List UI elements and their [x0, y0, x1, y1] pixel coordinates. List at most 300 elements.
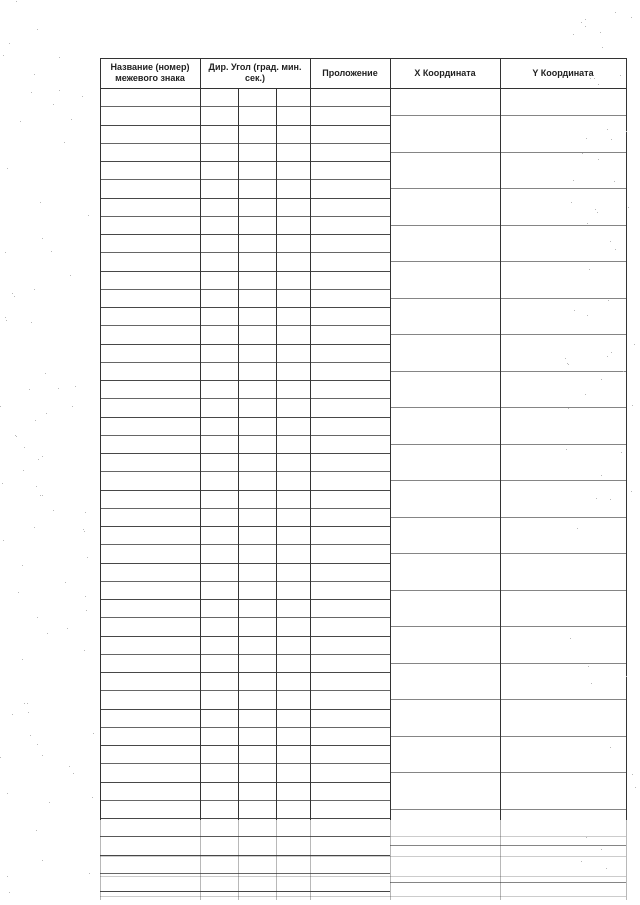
coord-row-divider — [390, 663, 626, 664]
scan-speck — [72, 406, 73, 407]
scan-speck — [16, 436, 17, 437]
x-coordinate — [390, 645, 500, 663]
scan-speck — [568, 408, 569, 409]
scan-speck — [631, 491, 632, 492]
scan-speck — [623, 371, 624, 372]
x-coordinate — [390, 207, 500, 225]
scan-speck — [69, 766, 70, 767]
marker-name — [100, 526, 200, 544]
y-coordinate — [500, 243, 626, 261]
scan-speck — [65, 582, 66, 583]
y-coordinate — [500, 134, 626, 152]
x-coordinate — [390, 681, 500, 699]
scan-speck — [606, 868, 607, 869]
scan-speck — [7, 876, 8, 877]
y-coordinate — [500, 170, 626, 188]
scan-speck — [596, 498, 597, 499]
x-coordinate — [390, 864, 500, 882]
angle-minutes — [238, 800, 276, 818]
scan-speck — [608, 300, 609, 301]
marker-name — [100, 161, 200, 179]
faint-marker-name — [100, 822, 200, 836]
scan-speck — [614, 181, 615, 182]
scan-speck — [0, 406, 1, 407]
marker-name — [100, 709, 200, 727]
scan-speck — [23, 470, 24, 471]
coord-row-divider — [390, 444, 626, 445]
marker-name — [100, 125, 200, 143]
scan-speck — [85, 512, 86, 513]
angle-seconds — [276, 654, 310, 672]
scan-speck — [53, 104, 54, 105]
segment-length — [310, 727, 390, 745]
marker-name — [100, 344, 200, 362]
marker-name — [100, 563, 200, 581]
header-marker-name: Название (номер) межевого знака — [110, 62, 190, 83]
scan-speck — [566, 449, 567, 450]
angle-degrees — [200, 508, 238, 526]
x-coordinate — [390, 499, 500, 517]
angle-minutes — [238, 435, 276, 453]
angle-degrees — [200, 179, 238, 197]
x-coordinate — [390, 572, 500, 590]
marker-name — [100, 88, 200, 106]
marker-name — [100, 234, 200, 252]
scan-speck — [607, 356, 608, 357]
scan-speck — [7, 168, 8, 169]
scan-speck — [571, 202, 572, 203]
scan-speck — [12, 293, 13, 294]
y-coordinate — [500, 207, 626, 225]
scan-speck — [42, 860, 43, 861]
angle-minutes — [238, 763, 276, 781]
segment-length — [310, 362, 390, 380]
faint-row-divider — [100, 896, 626, 897]
angle-minutes — [238, 216, 276, 234]
angle-seconds — [276, 143, 310, 161]
angle-degrees — [200, 581, 238, 599]
scan-speck — [18, 592, 19, 593]
scan-speck — [84, 531, 85, 532]
angle-minutes — [238, 654, 276, 672]
scan-speck — [34, 527, 35, 528]
scan-speck — [581, 861, 582, 862]
table-top-border — [100, 58, 626, 59]
scan-speck — [46, 413, 47, 414]
segment-length — [310, 143, 390, 161]
scan-speck — [75, 386, 76, 387]
angle-minutes — [238, 617, 276, 635]
scan-speck — [628, 207, 629, 208]
scan-speck — [598, 84, 599, 85]
marker-name — [100, 198, 200, 216]
x-coordinate — [390, 718, 500, 736]
scan-speck — [0, 757, 1, 758]
scan-speck — [42, 755, 43, 756]
scan-speck — [581, 22, 582, 23]
angle-seconds — [276, 398, 310, 416]
angle-minutes — [238, 544, 276, 562]
scan-speck — [620, 75, 621, 76]
scan-speck — [83, 529, 84, 530]
scan-speck — [28, 712, 29, 713]
scan-speck — [588, 666, 589, 667]
angle-seconds — [276, 471, 310, 489]
scan-speck — [87, 557, 88, 558]
x-coordinate — [390, 462, 500, 480]
x-coordinate — [390, 389, 500, 407]
scan-speck — [3, 540, 4, 541]
coord-row-divider — [390, 298, 626, 299]
scan-speck — [632, 405, 633, 406]
segment-length — [310, 289, 390, 307]
angle-degrees — [200, 471, 238, 489]
header-length: Проложение — [322, 67, 378, 78]
scan-speck — [15, 435, 16, 436]
angle-degrees — [200, 763, 238, 781]
scan-speck — [587, 223, 588, 224]
scan-speck — [86, 610, 87, 611]
segment-length — [310, 106, 390, 124]
marker-name — [100, 490, 200, 508]
coord-row-divider — [390, 845, 626, 846]
scan-speck — [5, 252, 6, 253]
angle-minutes — [238, 362, 276, 380]
scan-speck — [597, 212, 598, 213]
segment-length — [310, 544, 390, 562]
segment-length — [310, 435, 390, 453]
scan-speck — [42, 456, 43, 457]
angle-degrees — [200, 435, 238, 453]
header-x-coordinate: X Координата — [414, 67, 476, 78]
angle-seconds — [276, 617, 310, 635]
scan-speck — [594, 78, 595, 79]
scan-speck — [585, 26, 586, 27]
coord-row-divider — [390, 809, 626, 810]
scan-speck — [45, 373, 46, 374]
coord-row-divider — [390, 517, 626, 518]
coord-row-divider — [390, 736, 626, 737]
scan-speck — [607, 129, 608, 130]
segment-length — [310, 617, 390, 635]
scan-speck — [610, 747, 611, 748]
angle-seconds — [276, 763, 310, 781]
segment-length — [310, 508, 390, 526]
scan-speck — [36, 486, 37, 487]
angle-degrees — [200, 252, 238, 270]
x-coordinate — [390, 791, 500, 809]
segment-length — [310, 325, 390, 343]
scan-speck — [27, 703, 28, 704]
scan-speck — [85, 596, 86, 597]
angle-seconds — [276, 581, 310, 599]
angle-seconds — [276, 435, 310, 453]
faint-row-divider — [100, 856, 626, 857]
scan-speck — [6, 320, 7, 321]
scan-speck — [29, 389, 30, 390]
scan-speck — [71, 119, 72, 120]
coord-row-divider — [390, 188, 626, 189]
scan-speck — [93, 733, 94, 734]
scan-speck — [634, 344, 635, 345]
angle-degrees — [200, 836, 238, 854]
x-coordinate — [390, 97, 500, 115]
scan-speck — [31, 322, 32, 323]
column-divider-5 — [626, 58, 627, 820]
scan-speck — [16, 1, 17, 2]
x-coordinate — [390, 353, 500, 371]
y-coordinate — [500, 426, 626, 444]
x-coordinate — [390, 754, 500, 772]
scan-speck — [37, 744, 38, 745]
scan-speck — [590, 78, 591, 79]
faint-column-divider — [310, 820, 311, 900]
scan-speck — [53, 510, 54, 511]
scan-speck — [5, 317, 6, 318]
scan-speck — [611, 352, 612, 353]
coord-row-divider — [390, 480, 626, 481]
angle-minutes — [238, 581, 276, 599]
angle-minutes — [238, 252, 276, 270]
scan-speck — [30, 735, 31, 736]
scan-speck — [565, 358, 566, 359]
angle-seconds — [276, 325, 310, 343]
angle-minutes — [238, 289, 276, 307]
marker-name — [100, 271, 200, 289]
scan-speck — [601, 379, 602, 380]
scan-speck — [586, 138, 587, 139]
scan-speck — [587, 315, 588, 316]
angle-minutes — [238, 508, 276, 526]
scan-speck — [59, 90, 60, 91]
angle-seconds — [276, 362, 310, 380]
coord-row-divider — [390, 590, 626, 591]
scan-speck — [34, 74, 35, 75]
marker-name — [100, 380, 200, 398]
scan-speck — [73, 773, 74, 774]
y-coordinate — [500, 280, 626, 298]
angle-seconds — [276, 179, 310, 197]
coord-row-divider — [390, 152, 626, 153]
scan-speck — [591, 683, 592, 684]
x-coordinate — [390, 170, 500, 188]
faint-marker-name — [100, 876, 200, 890]
y-coordinate — [500, 718, 626, 736]
scan-speck — [598, 159, 599, 160]
scan-speck — [573, 180, 574, 181]
scan-speck — [7, 793, 8, 794]
y-coordinate — [500, 864, 626, 882]
scan-speck — [42, 495, 43, 496]
scan-speck — [589, 269, 590, 270]
scan-speck — [621, 452, 622, 453]
y-coordinate — [500, 645, 626, 663]
angle-degrees — [200, 106, 238, 124]
y-coordinate — [500, 499, 626, 517]
scan-speck — [595, 209, 596, 210]
angle-seconds — [276, 690, 310, 708]
segment-length — [310, 581, 390, 599]
scan-speck — [24, 703, 25, 704]
coord-row-divider — [390, 772, 626, 773]
scan-speck — [573, 34, 574, 35]
angle-degrees — [200, 617, 238, 635]
scan-speck — [574, 310, 575, 311]
segment-length — [310, 398, 390, 416]
scan-speck — [24, 447, 25, 448]
scan-speck — [22, 565, 23, 566]
coord-row-divider — [390, 261, 626, 262]
scan-speck — [58, 388, 59, 389]
faint-row-divider — [100, 876, 626, 877]
scan-speck — [59, 57, 60, 58]
angle-degrees — [200, 289, 238, 307]
faint-column-divider — [276, 820, 277, 900]
faint-column-divider — [390, 820, 391, 900]
scan-speck — [631, 17, 632, 18]
angle-degrees — [200, 690, 238, 708]
scan-speck — [40, 495, 41, 496]
segment-length — [310, 763, 390, 781]
angle-minutes — [238, 398, 276, 416]
angle-degrees — [200, 143, 238, 161]
scan-speck — [626, 131, 627, 132]
coord-row-divider — [390, 407, 626, 408]
y-coordinate — [500, 791, 626, 809]
angle-minutes — [238, 143, 276, 161]
scan-speck — [2, 483, 3, 484]
angle-minutes — [238, 106, 276, 124]
scan-speck — [600, 32, 601, 33]
y-coordinate — [500, 535, 626, 553]
scan-speck — [36, 830, 37, 831]
scan-speck — [64, 142, 65, 143]
marker-name — [100, 745, 200, 763]
faint-column-divider — [100, 820, 101, 900]
segment-length — [310, 216, 390, 234]
marker-name — [100, 782, 200, 800]
segment-length — [310, 836, 390, 854]
scan-speck — [610, 499, 611, 500]
segment-length — [310, 252, 390, 270]
scan-speck — [70, 275, 71, 276]
coord-row-divider — [390, 626, 626, 627]
x-coordinate — [390, 134, 500, 152]
scan-speck — [9, 43, 10, 44]
scan-speck — [38, 459, 39, 460]
angle-degrees — [200, 216, 238, 234]
angle-seconds — [276, 106, 310, 124]
scan-speck — [568, 364, 569, 365]
y-coordinate — [500, 608, 626, 626]
marker-name — [100, 636, 200, 654]
scan-speck — [585, 19, 586, 20]
coord-row-divider — [390, 115, 626, 116]
angle-degrees — [200, 325, 238, 343]
y-coordinate — [500, 97, 626, 115]
y-coordinate — [500, 316, 626, 334]
scan-speck — [3, 55, 4, 56]
y-coordinate — [500, 572, 626, 590]
faint-column-divider — [238, 820, 239, 900]
angle-seconds — [276, 216, 310, 234]
marker-name — [100, 672, 200, 690]
coord-row-divider — [390, 882, 626, 883]
angle-seconds — [276, 289, 310, 307]
faint-row-divider — [100, 836, 626, 837]
faint-column-divider — [200, 820, 201, 900]
marker-name — [100, 307, 200, 325]
y-coordinate — [500, 681, 626, 699]
header-direction-angle: Дир. Угол (град. мин. сек.) — [208, 62, 302, 83]
marker-name — [100, 599, 200, 617]
scan-speck — [37, 29, 38, 30]
angle-degrees — [200, 362, 238, 380]
marker-name — [100, 453, 200, 471]
row-divider — [100, 891, 390, 892]
scan-speck — [12, 714, 13, 715]
segment-length — [310, 179, 390, 197]
scan-speck — [37, 617, 38, 618]
y-coordinate — [500, 389, 626, 407]
scan-speck — [14, 296, 15, 297]
angle-minutes — [238, 836, 276, 854]
scan-speck — [570, 638, 571, 639]
scan-speck — [92, 797, 93, 798]
coord-row-divider — [390, 553, 626, 554]
scan-speck — [35, 420, 36, 421]
scan-speck — [82, 96, 83, 97]
scan-speck — [585, 394, 586, 395]
scan-speck — [31, 92, 32, 93]
segment-length — [310, 654, 390, 672]
angle-degrees — [200, 654, 238, 672]
segment-length — [310, 800, 390, 818]
angle-seconds — [276, 800, 310, 818]
scan-speck — [40, 202, 41, 203]
angle-minutes — [238, 727, 276, 745]
scan-speck — [88, 215, 89, 216]
angle-seconds — [276, 544, 310, 562]
scan-speck — [51, 251, 52, 252]
x-coordinate — [390, 608, 500, 626]
scan-speck — [601, 475, 602, 476]
angle-minutes — [238, 325, 276, 343]
y-coordinate — [500, 754, 626, 772]
scan-speck — [20, 121, 21, 122]
faint-column-divider — [500, 820, 501, 900]
segment-length — [310, 690, 390, 708]
scan-speck — [601, 849, 602, 850]
x-coordinate — [390, 316, 500, 334]
angle-degrees — [200, 398, 238, 416]
scan-speck — [615, 249, 616, 250]
scan-speck — [42, 238, 43, 239]
header-y-coordinate: Y Координата — [532, 67, 594, 78]
angle-seconds — [276, 727, 310, 745]
angle-degrees — [200, 727, 238, 745]
scan-speck — [610, 241, 611, 242]
scan-speck — [611, 139, 612, 140]
scan-speck — [582, 153, 583, 154]
coord-row-divider — [390, 334, 626, 335]
scan-speck — [84, 650, 85, 651]
angle-seconds — [276, 508, 310, 526]
scan-speck — [34, 289, 35, 290]
angle-degrees — [200, 800, 238, 818]
x-coordinate — [390, 243, 500, 261]
scan-speck — [9, 892, 10, 893]
